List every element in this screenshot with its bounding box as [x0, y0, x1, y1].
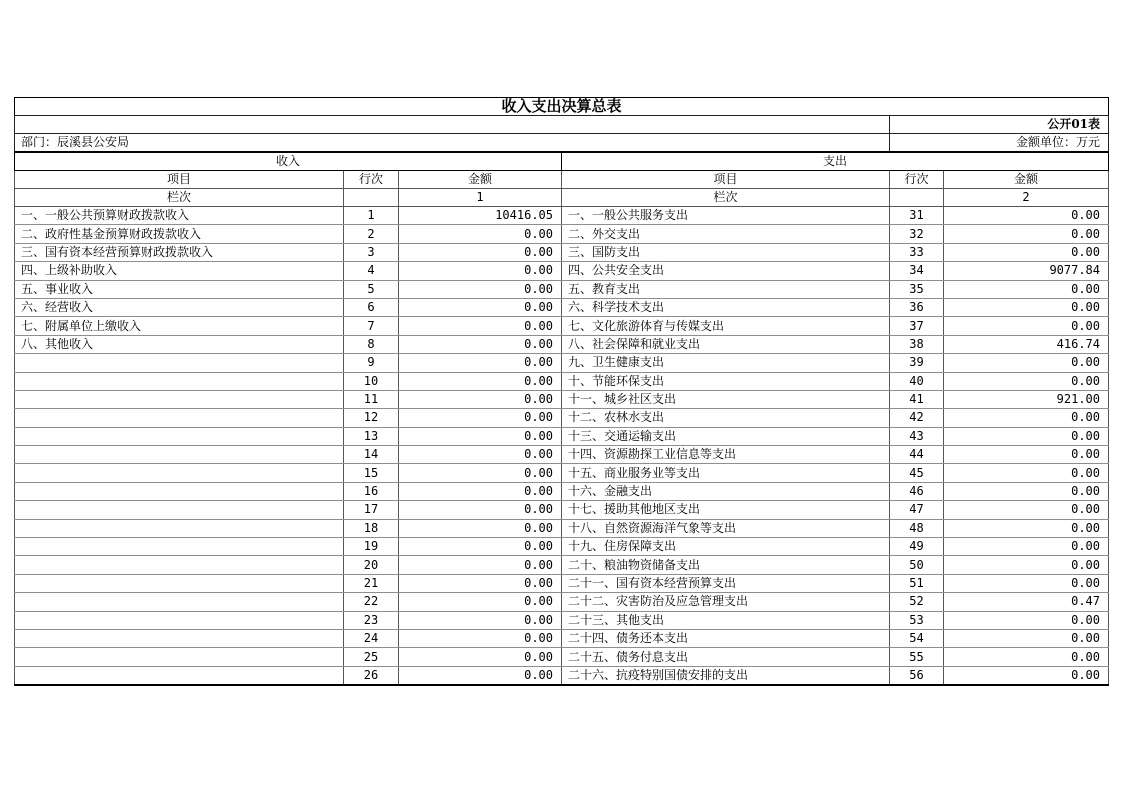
final-accounts-sheet: [14, 97, 1109, 686]
table-row: [15, 629, 1109, 647]
income-column-no: 1: [399, 189, 562, 207]
income-line-cell: 8: [344, 335, 399, 353]
expense-item-cell: 十六、金融支出: [562, 482, 890, 500]
income-line-cell: 15: [344, 464, 399, 482]
expense-line-cell: 49: [890, 538, 944, 556]
expense-col-line: 行次: [890, 171, 944, 189]
expense-line-cell: 44: [890, 446, 944, 464]
expense-amount-cell: 0.00: [944, 501, 1109, 519]
table-body: [15, 207, 1109, 685]
income-item-cell: [15, 593, 344, 611]
section-header-expense: 支出: [562, 152, 1109, 171]
expense-amount-cell: 0.00: [944, 317, 1109, 335]
expense-amount-cell: 0.00: [944, 556, 1109, 574]
expense-amount-cell: 0.00: [944, 243, 1109, 261]
expense-item-cell: 二十六、抗疫特别国债安排的支出: [562, 666, 890, 685]
income-item-cell: [15, 574, 344, 592]
expense-amount-cell: 0.00: [944, 207, 1109, 225]
income-col-amount: 金额: [399, 171, 562, 189]
expense-line-cell: 55: [890, 648, 944, 666]
table-row: [15, 666, 1109, 685]
expense-line-cell: 45: [890, 464, 944, 482]
table-row: [15, 225, 1109, 243]
expense-item-cell: 一、一般公共服务支出: [562, 207, 890, 225]
income-line-cell: 26: [344, 666, 399, 685]
income-line-cell: 22: [344, 593, 399, 611]
income-amount-cell: 0.00: [399, 427, 562, 445]
income-line-cell: 14: [344, 446, 399, 464]
table-row: [15, 280, 1109, 298]
table-row: [15, 501, 1109, 519]
expense-amount-cell: 0.00: [944, 427, 1109, 445]
income-amount-cell: 0.00: [399, 262, 562, 280]
table-row: [15, 390, 1109, 408]
expense-amount-cell: 0.00: [944, 538, 1109, 556]
expense-item-cell: 二十、粮油物资储备支出: [562, 556, 890, 574]
table-row: [15, 446, 1109, 464]
expense-item-cell: 十一、城乡社区支出: [562, 390, 890, 408]
section-header-income: 收入: [15, 152, 562, 171]
expense-line-cell: 31: [890, 207, 944, 225]
expense-item-cell: 二十一、国有资本经营预算支出: [562, 574, 890, 592]
expense-line-cell: 32: [890, 225, 944, 243]
income-item-cell: [15, 446, 344, 464]
income-item-cell: 三、国有资本经营预算财政拨款收入: [15, 243, 344, 261]
income-item-cell: [15, 409, 344, 427]
income-item-cell: [15, 427, 344, 445]
table-row: [15, 556, 1109, 574]
expense-amount-cell: 0.00: [944, 225, 1109, 243]
expense-item-cell: 十八、自然资源海洋气象等支出: [562, 519, 890, 537]
table-row: [15, 262, 1109, 280]
income-amount-cell: 0.00: [399, 372, 562, 390]
expense-item-cell: 二十四、债务还本支出: [562, 629, 890, 647]
income-line-cell: 3: [344, 243, 399, 261]
expense-line-cell: 56: [890, 666, 944, 685]
expense-item-cell: 九、卫生健康支出: [562, 354, 890, 372]
income-amount-cell: 10416.05: [399, 207, 562, 225]
expense-amount-cell: 0.00: [944, 482, 1109, 500]
expense-line-cell: 53: [890, 611, 944, 629]
income-line-cell: 19: [344, 538, 399, 556]
table-row: [15, 372, 1109, 390]
expense-col-amount: 金额: [944, 171, 1109, 189]
expense-line-cell: 51: [890, 574, 944, 592]
income-amount-cell: 0.00: [399, 666, 562, 685]
expense-item-cell: 十九、住房保障支出: [562, 538, 890, 556]
expense-item-cell: 六、科学技术支出: [562, 298, 890, 316]
income-item-cell: [15, 611, 344, 629]
income-line-cell: 17: [344, 501, 399, 519]
expense-amount-cell: 0.00: [944, 298, 1109, 316]
income-item-cell: 四、上级补助收入: [15, 262, 344, 280]
income-amount-cell: 0.00: [399, 390, 562, 408]
expense-column-no: 2: [944, 189, 1109, 207]
income-item-cell: [15, 556, 344, 574]
table-row: [15, 648, 1109, 666]
expense-item-cell: 十、节能环保支出: [562, 372, 890, 390]
expense-line-cell: 34: [890, 262, 944, 280]
income-line-cell: 2: [344, 225, 399, 243]
expense-item-cell: 二十二、灾害防治及应急管理支出: [562, 593, 890, 611]
income-item-cell: [15, 629, 344, 647]
income-line-cell: 25: [344, 648, 399, 666]
income-amount-cell: 0.00: [399, 409, 562, 427]
income-item-cell: [15, 482, 344, 500]
income-amount-cell: 0.00: [399, 538, 562, 556]
expense-item-cell: 十七、援助其他地区支出: [562, 501, 890, 519]
income-item-cell: 六、经营收入: [15, 298, 344, 316]
income-amount-cell: 0.00: [399, 464, 562, 482]
expense-lanci-label: 栏次: [562, 189, 890, 207]
income-amount-cell: 0.00: [399, 317, 562, 335]
income-item-cell: [15, 519, 344, 537]
expense-line-cell: 39: [890, 354, 944, 372]
income-line-cell: 7: [344, 317, 399, 335]
final-accounts-table: [14, 97, 1109, 686]
income-amount-cell: 0.00: [399, 298, 562, 316]
expense-line-cell: 35: [890, 280, 944, 298]
income-line-cell: 4: [344, 262, 399, 280]
income-amount-cell: 0.00: [399, 446, 562, 464]
table-row: [15, 298, 1109, 316]
income-line-cell: 13: [344, 427, 399, 445]
income-line-cell: 9: [344, 354, 399, 372]
expense-line-cell: 48: [890, 519, 944, 537]
income-amount-cell: 0.00: [399, 243, 562, 261]
unit-label: 金额单位：万元: [890, 134, 1109, 153]
income-line-cell: 20: [344, 556, 399, 574]
income-amount-cell: 0.00: [399, 335, 562, 353]
income-item-cell: 七、附属单位上缴收入: [15, 317, 344, 335]
income-amount-cell: 0.00: [399, 629, 562, 647]
table-row: [15, 574, 1109, 592]
expense-amount-cell: 0.00: [944, 354, 1109, 372]
expense-amount-cell: 416.74: [944, 335, 1109, 353]
expense-item-cell: 四、公共安全支出: [562, 262, 890, 280]
income-line-cell: 21: [344, 574, 399, 592]
expense-item-cell: 二十五、债务付息支出: [562, 648, 890, 666]
expense-item-cell: 十三、交通运输支出: [562, 427, 890, 445]
expense-amount-cell: 9077.84: [944, 262, 1109, 280]
income-lanci-blank: [344, 189, 399, 207]
expense-item-cell: 十四、资源勘探工业信息等支出: [562, 446, 890, 464]
income-item-cell: [15, 501, 344, 519]
expense-amount-cell: 0.00: [944, 409, 1109, 427]
income-item-cell: 一、一般公共预算财政拨款收入: [15, 207, 344, 225]
expense-lanci-blank: [890, 189, 944, 207]
income-item-cell: [15, 648, 344, 666]
income-amount-cell: 0.00: [399, 280, 562, 298]
table-row: [15, 354, 1109, 372]
expense-line-cell: 38: [890, 335, 944, 353]
income-amount-cell: 0.00: [399, 482, 562, 500]
expense-amount-cell: 0.00: [944, 574, 1109, 592]
income-item-cell: 二、政府性基金预算财政拨款收入: [15, 225, 344, 243]
department-label: 部门：辰溪县公安局: [15, 134, 890, 153]
income-item-cell: [15, 390, 344, 408]
expense-item-cell: 八、社会保障和就业支出: [562, 335, 890, 353]
income-lanci-label: 栏次: [15, 189, 344, 207]
income-amount-cell: 0.00: [399, 519, 562, 537]
expense-item-cell: 五、教育支出: [562, 280, 890, 298]
income-line-cell: 16: [344, 482, 399, 500]
expense-line-cell: 42: [890, 409, 944, 427]
income-col-line: 行次: [344, 171, 399, 189]
table-code: 公开01表: [890, 116, 1109, 134]
expense-item-cell: 三、国防支出: [562, 243, 890, 261]
income-line-cell: 1: [344, 207, 399, 225]
table-row: [15, 409, 1109, 427]
expense-line-cell: 36: [890, 298, 944, 316]
expense-line-cell: 41: [890, 390, 944, 408]
income-item-cell: 八、其他收入: [15, 335, 344, 353]
expense-line-cell: 50: [890, 556, 944, 574]
table-row: [15, 207, 1109, 225]
income-line-cell: 5: [344, 280, 399, 298]
page-title: 收入支出决算总表: [15, 98, 1109, 116]
income-line-cell: 11: [344, 390, 399, 408]
income-amount-cell: 0.00: [399, 501, 562, 519]
code-row-spacer: [15, 116, 890, 134]
income-line-cell: 24: [344, 629, 399, 647]
table-row: [15, 482, 1109, 500]
table-row: [15, 317, 1109, 335]
income-line-cell: 6: [344, 298, 399, 316]
expense-amount-cell: 0.47: [944, 593, 1109, 611]
expense-line-cell: 37: [890, 317, 944, 335]
expense-item-cell: 十二、农林水支出: [562, 409, 890, 427]
expense-item-cell: 二十三、其他支出: [562, 611, 890, 629]
expense-amount-cell: 0.00: [944, 629, 1109, 647]
table-row: [15, 593, 1109, 611]
expense-amount-cell: 0.00: [944, 280, 1109, 298]
table-row: [15, 464, 1109, 482]
expense-amount-cell: 0.00: [944, 611, 1109, 629]
income-item-cell: [15, 372, 344, 390]
table-row: [15, 538, 1109, 556]
expense-item-cell: 七、文化旅游体育与传媒支出: [562, 317, 890, 335]
income-item-cell: [15, 464, 344, 482]
income-amount-cell: 0.00: [399, 556, 562, 574]
income-item-cell: [15, 538, 344, 556]
expense-amount-cell: 0.00: [944, 372, 1109, 390]
income-amount-cell: 0.00: [399, 648, 562, 666]
expense-col-item: 项目: [562, 171, 890, 189]
income-amount-cell: 0.00: [399, 611, 562, 629]
expense-line-cell: 46: [890, 482, 944, 500]
table-row: [15, 519, 1109, 537]
expense-line-cell: 33: [890, 243, 944, 261]
expense-amount-cell: 0.00: [944, 446, 1109, 464]
expense-line-cell: 40: [890, 372, 944, 390]
expense-amount-cell: 921.00: [944, 390, 1109, 408]
expense-amount-cell: 0.00: [944, 519, 1109, 537]
income-line-cell: 12: [344, 409, 399, 427]
income-line-cell: 23: [344, 611, 399, 629]
income-amount-cell: 0.00: [399, 354, 562, 372]
table-row: [15, 335, 1109, 353]
income-amount-cell: 0.00: [399, 574, 562, 592]
income-amount-cell: 0.00: [399, 593, 562, 611]
expense-line-cell: 47: [890, 501, 944, 519]
income-amount-cell: 0.00: [399, 225, 562, 243]
income-col-item: 项目: [15, 171, 344, 189]
table-row: [15, 243, 1109, 261]
income-line-cell: 10: [344, 372, 399, 390]
expense-item-cell: 二、外交支出: [562, 225, 890, 243]
table-row: [15, 427, 1109, 445]
table-row: [15, 611, 1109, 629]
income-item-cell: [15, 354, 344, 372]
income-line-cell: 18: [344, 519, 399, 537]
expense-line-cell: 43: [890, 427, 944, 445]
expense-amount-cell: 0.00: [944, 648, 1109, 666]
income-item-cell: [15, 666, 344, 685]
expense-amount-cell: 0.00: [944, 666, 1109, 685]
expense-amount-cell: 0.00: [944, 464, 1109, 482]
expense-item-cell: 十五、商业服务业等支出: [562, 464, 890, 482]
expense-line-cell: 52: [890, 593, 944, 611]
expense-line-cell: 54: [890, 629, 944, 647]
income-item-cell: 五、事业收入: [15, 280, 344, 298]
